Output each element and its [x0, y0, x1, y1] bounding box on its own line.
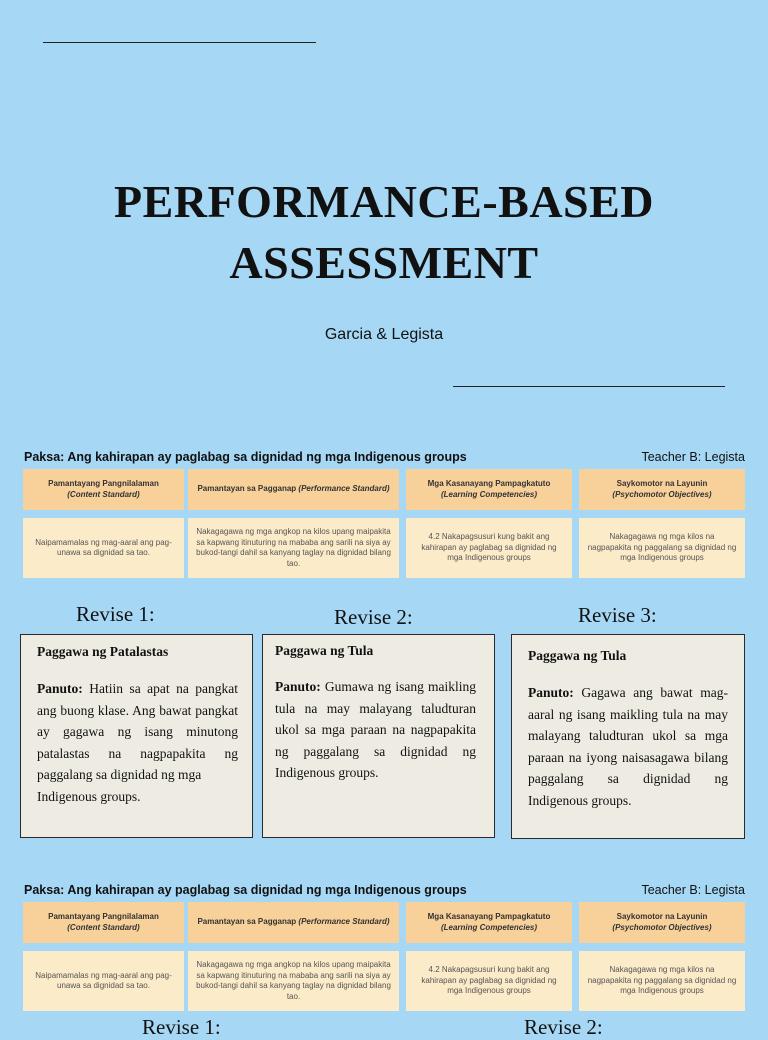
- table-header-learning-competencies: Mga Kasanayang Pampagkatuto (Learning Competencies): [406, 469, 572, 510]
- revise-3-card: [511, 634, 745, 839]
- revise-2-directions: Panuto: Gumawa ng isang maikling tula na may malayang taludturan ukol sa mga paraan na nagpapakita ng paggalang sa dignidad ng Indigenous groups.: [275, 679, 476, 780]
- table-header-content-standard: Pamantayang Pangnilalaman (Content Standard): [23, 469, 184, 510]
- table-header-performance-standard-repeat: Pamantayan sa Pagganap (Performance Standard): [188, 902, 399, 943]
- revise-2-label: Revise 2:: [334, 605, 413, 629]
- table-cell-psychomotor-objectives: Nakagagawa ng mga kilos na nagpapakita ng paggalang sa dignidad ng mga Indigenous groups: [579, 518, 745, 578]
- revise-3-label: Revise 3:: [578, 603, 657, 627]
- table-cell-learning-competencies: 4.2 Nakapagsusuri kung bakit ang kahirapan ay paglabag sa dignidad ng mga Indigenous groups: [406, 518, 572, 578]
- revise-2-card: [262, 634, 495, 838]
- table-cell-learning-competencies-repeat: 4.2 Nakapagsusuri kung bakit ang kahirapan ay paglabag sa dignidad ng mga Indigenous groups: [406, 951, 572, 1011]
- table-header-content-standard-repeat: Pamantayang Pangnilalaman (Content Standard): [23, 902, 184, 943]
- table-header-learning-competencies-repeat: Mga Kasanayang Pampagkatuto (Learning Competencies): [406, 902, 572, 943]
- revise-3-directions: Panuto: Gagawa ang bawat mag-aaral ng isang maikling tula na may malayang taludturan ukol sa mga paraan na iyong naisasagawa bilang paggalang sa dignidad ng Indigenous groups.: [528, 685, 728, 808]
- table-cell-content-standard-repeat: Naipamamalas ng mag-aaral ang pag-unawa sa dignidad sa tao.: [23, 951, 184, 1011]
- revise-2-card-title: Paggawa ng Tula: [275, 643, 374, 658]
- table-header-psychomotor-objectives: Saykomotor na Layunin (Psychomotor Objectives): [579, 469, 745, 510]
- table-header-psychomotor-objectives-repeat: Saykomotor na Layunin (Psychomotor Objectives): [579, 902, 745, 943]
- revise-3-card-title: Paggawa ng Tula: [528, 648, 627, 663]
- top-divider: [43, 42, 316, 43]
- authors: Garcia & Legista: [324, 326, 444, 343]
- table-cell-psychomotor-objectives-repeat: Nakagagawa ng mga kilos na nagpapakita ng paggalang sa dignidad ng mga Indigenous groups: [579, 951, 745, 1011]
- revise-1-directions: Panuto: Hatiin sa apat na pangkat ang buong klase. Ang bawat pangkat ay gagawa ng isang minutong patalastas na nagpapakita ng paggalang sa dignidad ng mga: [37, 681, 239, 782]
- page-title-line-1: PERFORMANCE-BASED: [113, 176, 655, 227]
- topic-heading-repeat: Paksa: Ang kahirapan ay paglabag sa dignidad ng mga Indigenous groups: [24, 883, 467, 897]
- revise-1-label-repeat: Revise 1:: [142, 1015, 221, 1039]
- revise-1-card: [20, 634, 253, 838]
- table-cell-content-standard: Naipamamalas ng mag-aaral ang pag-unawa sa dignidad sa tao.: [23, 518, 184, 578]
- teacher-label: Teacher B: Legista: [641, 450, 745, 464]
- table-cell-performance-standard: Nakagagawa ng mga angkop na kilos upang maipakita sa kapwang itinuturing na mababa ang sarili na siya ay bukod-tangi dahil sa kanyang taglay na dignidad bilang tao.: [188, 518, 399, 578]
- teacher-label-repeat: Teacher B: Legista: [641, 883, 745, 897]
- revise-1-card-title: Paggawa ng Patalastas: [37, 644, 169, 659]
- bottom-divider: [453, 386, 725, 387]
- revise-2-label-repeat: Revise 2:: [524, 1015, 603, 1039]
- topic-heading: Paksa: Ang kahirapan ay paglabag sa dignidad ng mga Indigenous groups: [24, 450, 467, 464]
- table-cell-performance-standard-repeat: Nakagagawa ng mga angkop na kilos upang maipakita sa kapwang itinuturing na mababa ang sarili na siya ay bukod-tangi dahil sa kanyang taglay na dignidad bilang tao.: [188, 951, 399, 1011]
- page-title-line-2: ASSESSMENT: [229, 237, 539, 288]
- revise-1-label: Revise 1:: [76, 602, 155, 626]
- table-header-performance-standard: Pamantayan sa Pagganap (Performance Standard): [188, 469, 399, 510]
- revise-1-directions-end: Indigenous groups.: [37, 788, 141, 804]
